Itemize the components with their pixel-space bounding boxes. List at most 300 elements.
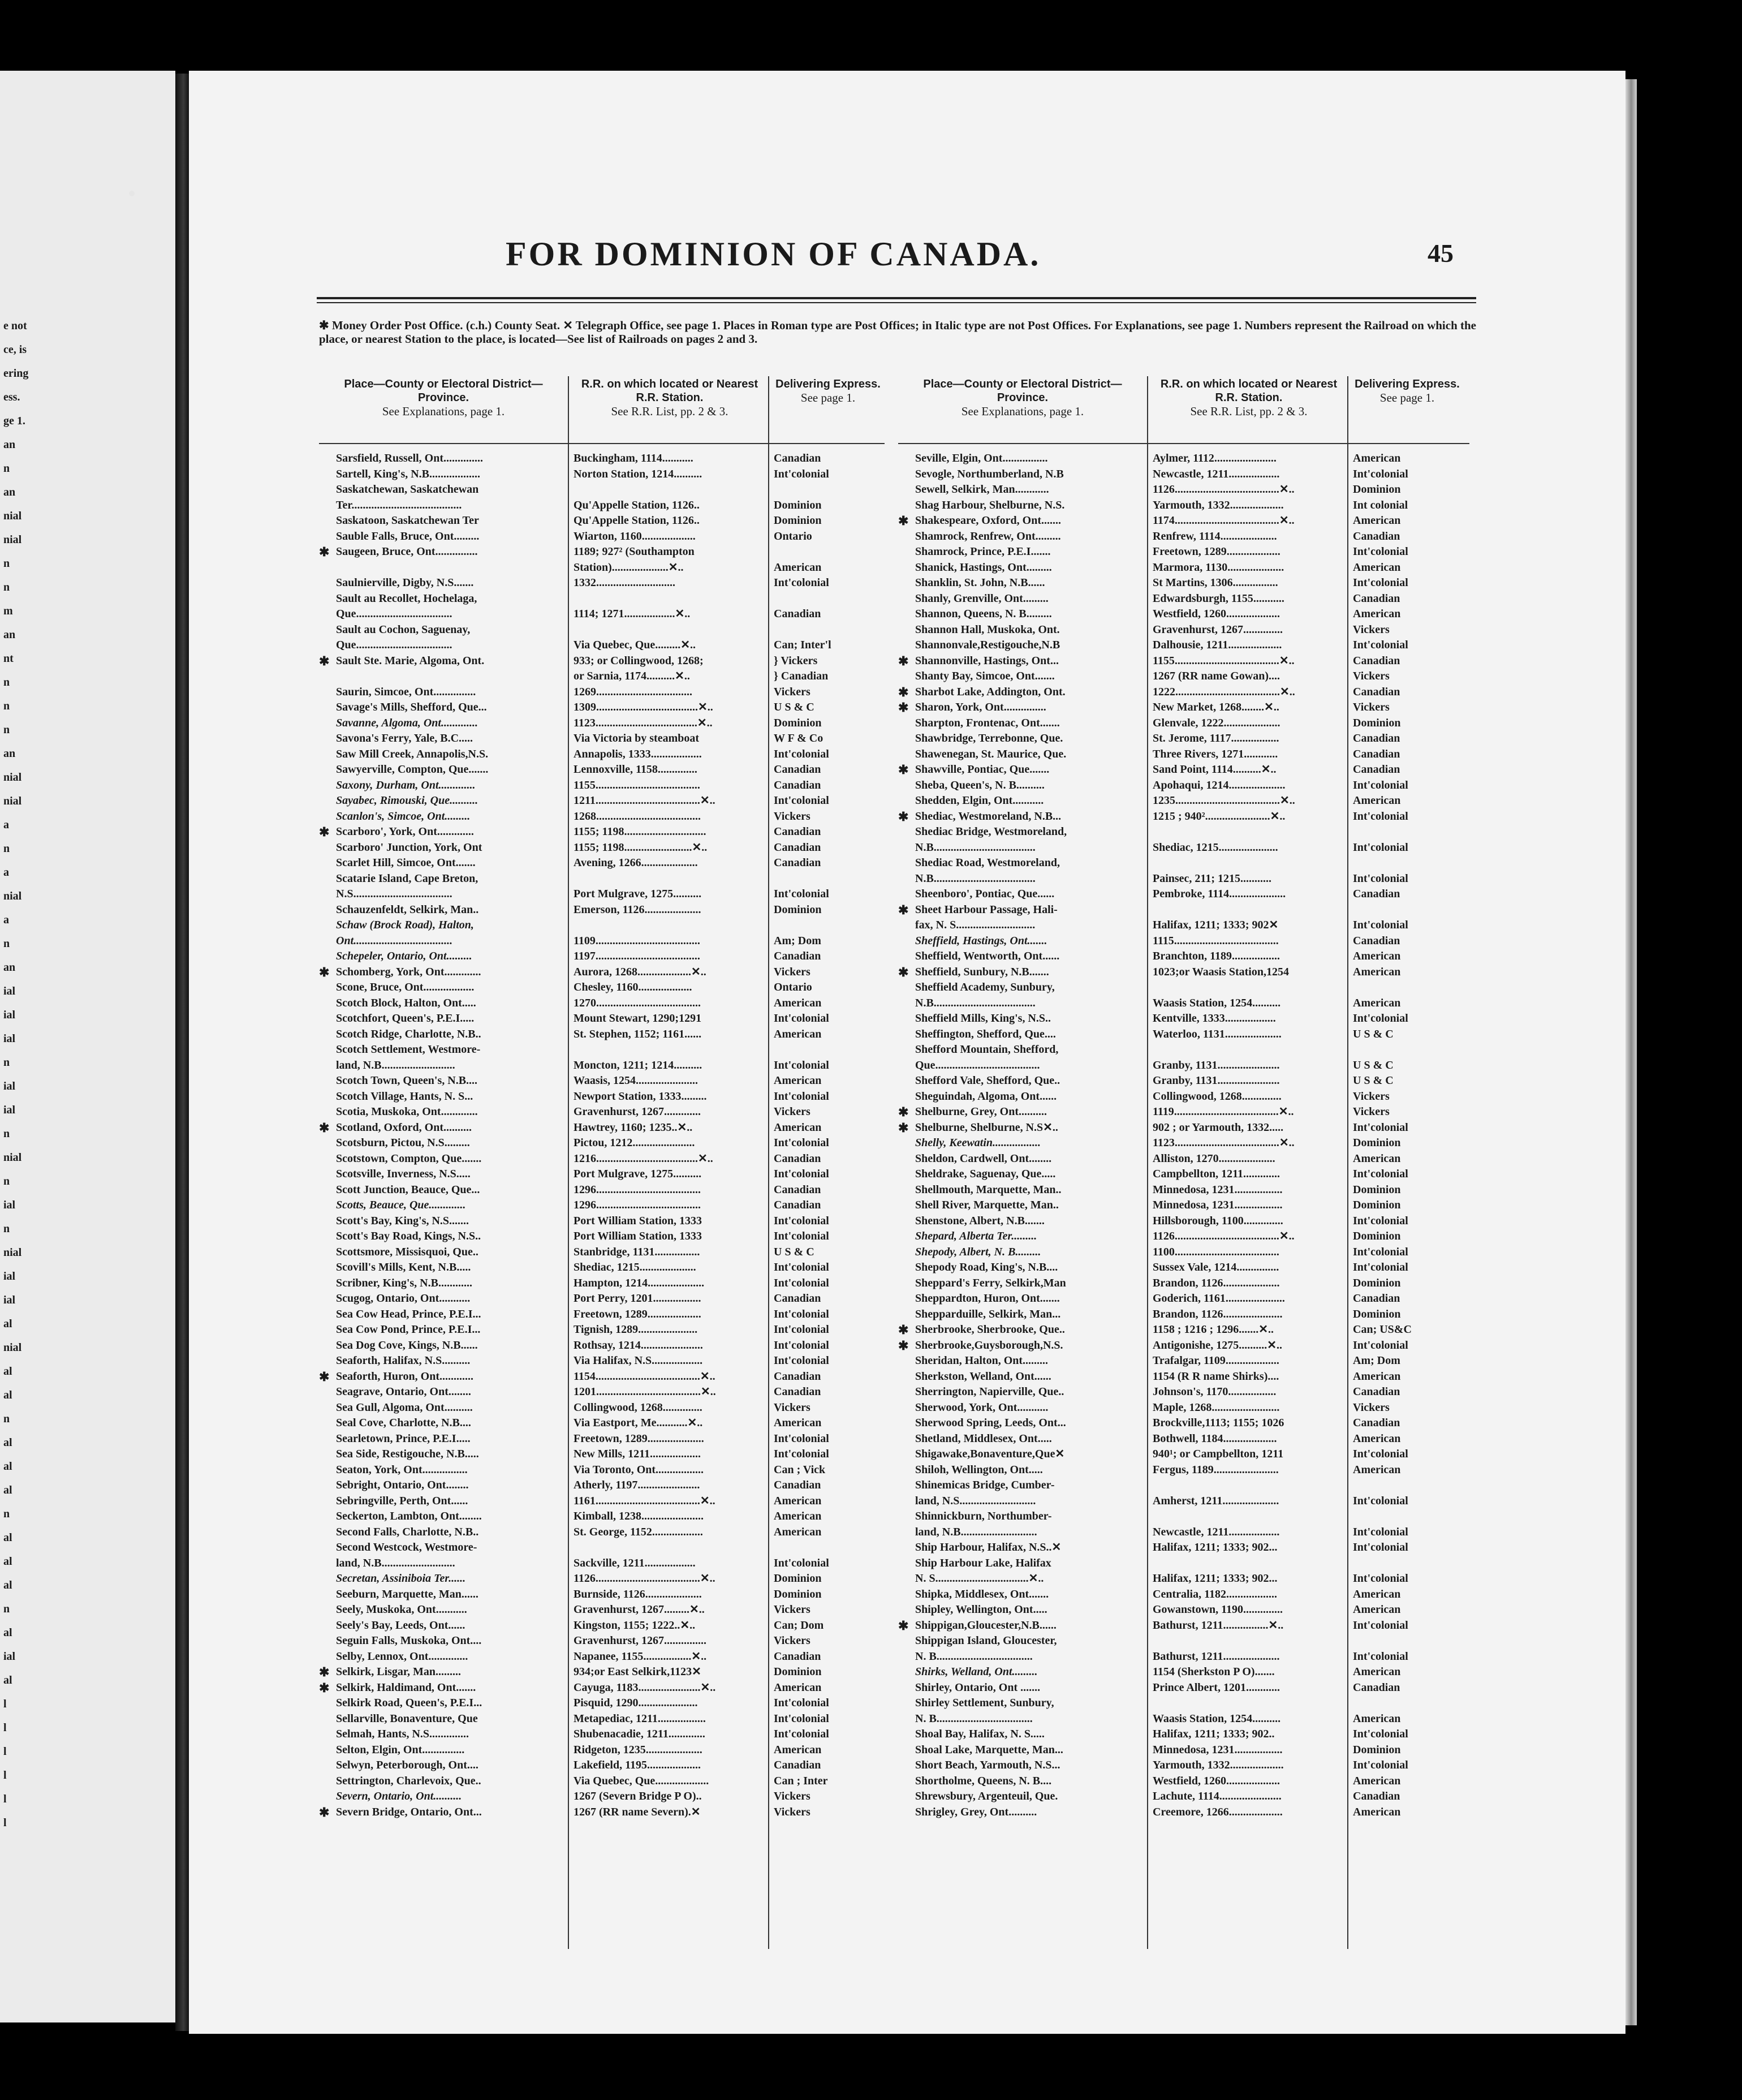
- express-cell: [1347, 824, 1464, 840]
- express-cell: Canadian: [774, 1292, 821, 1305]
- place-cell: Scribner, King's, N.B............: [336, 1276, 472, 1289]
- railroad-cell: Brockville,1113; 1155; 1026: [1153, 1417, 1284, 1429]
- header-rule-thin: [317, 302, 1476, 303]
- page-header: [189, 235, 1625, 286]
- table-row: [319, 1711, 890, 1727]
- express-cell: Vickers: [774, 965, 810, 978]
- railroad-cell: 1155.....................................: [574, 778, 700, 791]
- table-row: [319, 1696, 890, 1711]
- place-cell: Sebringville, Perth, Ont......: [336, 1494, 468, 1507]
- place-cell: Sheffington, Shefford, Que....: [915, 1027, 1056, 1040]
- table-row: [898, 544, 1469, 560]
- place-cell: Shoal Lake, Marquette, Man...: [915, 1743, 1063, 1756]
- fragment-text: al: [3, 1674, 12, 1686]
- express-cell: Int'colonial: [774, 794, 829, 807]
- railroad-cell: 1154.....................................✕..: [574, 1370, 715, 1383]
- place-cell: Searletown, Prince, P.E.I.....: [336, 1432, 471, 1445]
- table-row: [898, 778, 1469, 794]
- place-cell: Selby, Lennox, Ont..............: [336, 1650, 468, 1663]
- place-cell: ✱ Selkirk, Lisgar, Man.........: [319, 1664, 568, 1680]
- express-cell: American: [1353, 561, 1401, 574]
- place-cell: Sea Side, Restigouche, N.B.....: [336, 1448, 479, 1460]
- railroad-cell: Alliston, 1270....................: [1153, 1152, 1275, 1165]
- fragment-text: nial: [3, 1151, 22, 1164]
- railroad-cell: 1189; 927² (Southampton: [574, 545, 695, 558]
- railroad-cell: Sackville, 1211..................: [574, 1556, 696, 1569]
- table-row: [898, 606, 1469, 622]
- table-row: [319, 1727, 890, 1742]
- table-row: [898, 1431, 1469, 1447]
- express-cell: W F & Co: [774, 732, 823, 745]
- fragment-text: al: [3, 1318, 12, 1330]
- fragment-text: an: [3, 438, 16, 451]
- place-cell: Sheridan, Halton, Ont.........: [915, 1354, 1049, 1367]
- place-cell: Sheffield Academy, Sunbury,: [915, 981, 1055, 993]
- table-row: [898, 1664, 1469, 1680]
- railroad-cell: Bothwell, 1184...................: [1153, 1432, 1277, 1445]
- express-cell: Vickers: [1353, 623, 1390, 636]
- express-cell: Dominion: [1353, 716, 1401, 729]
- express-cell: Dominion: [1353, 1199, 1401, 1211]
- railroad-cell: Qu'Appelle Station, 1126..: [574, 514, 700, 527]
- table-row: [898, 902, 1469, 918]
- place-cell: Scott's Bay, King's, N.S.......: [336, 1214, 469, 1227]
- express-cell: Int'colonial: [1353, 1339, 1408, 1352]
- railroad-cell: Granby, 1131......................: [1153, 1074, 1280, 1087]
- table-row: [898, 1104, 1469, 1120]
- place-cell: ✱ Seaforth, Huron, Ont............: [319, 1369, 568, 1385]
- railroad-cell: St Martins, 1306................: [1153, 576, 1278, 589]
- column-header-rr: [1150, 376, 1347, 441]
- express-cell: Can; Dom: [774, 1619, 824, 1632]
- table-row: [319, 716, 890, 731]
- railroad-cell: 1296.....................................: [574, 1183, 701, 1196]
- fragment-text: ial: [3, 1270, 16, 1283]
- place-cell: N.B....................................: [915, 872, 1036, 885]
- table-row: [898, 1089, 1469, 1105]
- place-cell: Ship Harbour, Halifax, N.S..✕: [915, 1541, 1062, 1554]
- railroad-cell: Shediac, 1215.....................: [1153, 841, 1278, 854]
- railroad-cell: Station)....................✕..: [574, 561, 684, 574]
- table-row: [319, 747, 890, 763]
- fragment-text: an: [3, 629, 16, 641]
- express-cell: Dominion: [1353, 1230, 1401, 1242]
- railroad-cell: Mount Stewart, 1290;1291: [574, 1012, 702, 1025]
- table-row: [319, 871, 890, 887]
- fragment-text: an: [3, 747, 16, 760]
- place-cell: Seville, Elgin, Ont................: [915, 452, 1048, 464]
- fragment-text: n: [3, 1413, 10, 1425]
- place-cell: Schaw (Brock Road), Halton,: [336, 919, 474, 931]
- place-cell: ✱ Shelburne, Shelburne, N.S✕..: [898, 1120, 1147, 1136]
- railroad-cell: Edwardsburgh, 1155...........: [1153, 592, 1284, 605]
- express-cell: Int'colonial: [774, 467, 829, 480]
- legend-text: ✱ Money Order Post Office. (c.h.) County Seat. ✕ Telegraph Office, see page 1. Places in Roman type are Post Offices; in Italic type are not Post Offices. For Explanations, see page 1. Numbers represent the Railroad on which the place, or nearest Station to the place, is located—See list of Railroads on pages 2 and 3.: [319, 319, 1476, 346]
- railroad-cell: Pisquid, 1290.....................: [574, 1697, 698, 1709]
- railroad-cell: Freetown, 1289...................: [1153, 545, 1280, 558]
- express-cell: Canadian: [774, 1370, 821, 1383]
- express-cell: [1347, 980, 1464, 996]
- place-cell: Shedden, Elgin, Ont...........: [915, 794, 1044, 807]
- express-cell: Int'colonial: [774, 1058, 829, 1071]
- header-rule-thick: [317, 297, 1476, 299]
- table-row: [319, 1276, 890, 1292]
- railroad-cell: New Market, 1268........✕..: [1153, 701, 1279, 713]
- railroad-cell: Amherst, 1211....................: [1153, 1494, 1279, 1507]
- table-row: [319, 1027, 890, 1043]
- place-cell: ✱ Schomberg, York, Ont.............: [319, 965, 568, 980]
- express-cell: Int'colonial: [774, 1354, 829, 1367]
- table-row: [319, 1447, 890, 1462]
- fragment-text: ial: [3, 1032, 16, 1045]
- railroad-cell: [1147, 1696, 1347, 1711]
- table-row: [898, 575, 1469, 591]
- column-header-place: [898, 376, 1147, 441]
- fragment-text: n: [3, 1603, 10, 1615]
- place-cell: N. B..................................: [915, 1650, 1033, 1663]
- fragment-text: ial: [3, 1650, 16, 1663]
- fragment-text: ge 1.: [3, 415, 25, 427]
- fragment-text: e not: [3, 320, 27, 332]
- table-row: [898, 1415, 1469, 1431]
- railroad-cell: Gravenhurst, 1267..............: [1153, 623, 1283, 636]
- place-cell: Scotsville, Inverness, N.S.....: [336, 1168, 471, 1180]
- railroad-cell: Via Toronto, Ont.................: [574, 1463, 704, 1476]
- table-row: [319, 1135, 890, 1151]
- place-cell: Scotch Town, Queen's, N.B....: [336, 1074, 478, 1087]
- table-row: [319, 1509, 890, 1525]
- express-cell: Canadian: [1353, 1417, 1400, 1429]
- express-cell: Int'colonial: [774, 1556, 829, 1569]
- railroad-cell: 1296.....................................: [574, 1199, 701, 1211]
- railroad-cell: Maple, 1268........................: [1153, 1401, 1280, 1414]
- place-cell: land, N.B..........................: [336, 1058, 455, 1071]
- place-cell: Sault au Cochon, Saguenay,: [336, 623, 471, 636]
- railroad-cell: [568, 622, 768, 638]
- express-cell: Vickers: [774, 1105, 810, 1118]
- railroad-cell: Gravenhurst, 1267.........✕..: [574, 1603, 705, 1616]
- fragment-text: al: [3, 1389, 12, 1401]
- table-row: [319, 731, 890, 747]
- place-cell: Shefford Vale, Shefford, Que..: [915, 1074, 1060, 1087]
- column-header-express: [1351, 376, 1464, 441]
- railroad-cell: [568, 918, 768, 933]
- express-cell: Int'colonial: [774, 1012, 829, 1025]
- express-cell: Am; Dom: [774, 934, 821, 947]
- express-cell: U S & C: [1353, 1058, 1394, 1071]
- table-row: [898, 949, 1469, 965]
- railroad-cell: Hampton, 1214....................: [574, 1276, 705, 1289]
- place-cell: Scanlon's, Simcoe, Ont.........: [336, 810, 471, 823]
- table-row: [319, 544, 890, 560]
- railroad-cell: 1332............................: [574, 576, 675, 589]
- table-row: [319, 1384, 890, 1400]
- railroad-cell: Wiarton, 1160...................: [574, 530, 696, 543]
- place-cell: Shepody Road, King's, N.B....: [915, 1261, 1058, 1273]
- table-row: [898, 747, 1469, 763]
- table-row: [898, 1805, 1469, 1821]
- table-row: [898, 996, 1469, 1012]
- fragment-text: n: [3, 842, 10, 855]
- railroad-cell: Johnson's, 1170.................: [1153, 1385, 1277, 1398]
- express-header-sub: See page 1.: [1379, 391, 1435, 404]
- table-row: [898, 1447, 1469, 1462]
- table-row: [319, 1540, 890, 1556]
- express-cell: Int'colonial: [1353, 919, 1408, 931]
- railroad-cell: Collingwood, 1268..............: [574, 1401, 702, 1414]
- table-row: [898, 1742, 1469, 1758]
- place-cell: Seagrave, Ontario, Ont........: [336, 1385, 471, 1398]
- express-cell: Canadian: [774, 825, 821, 838]
- railroad-cell: Ridgeton, 1235....................: [574, 1743, 702, 1756]
- railroad-cell: [568, 482, 768, 498]
- express-cell: U S & C: [1353, 1027, 1394, 1040]
- railroad-cell: [1147, 980, 1347, 996]
- railroad-cell: 934;or East Selkirk,1123✕: [574, 1666, 701, 1678]
- express-cell: American: [774, 1743, 822, 1756]
- express-cell: American: [774, 1074, 822, 1087]
- railroad-cell: Moncton, 1211; 1214..........: [574, 1058, 702, 1071]
- place-cell: Shepparduille, Selkirk, Man...: [915, 1307, 1061, 1320]
- express-cell: Int'colonial: [1353, 1525, 1408, 1538]
- railroad-cell: Hillsborough, 1100..............: [1153, 1214, 1283, 1227]
- place-cell: Shirley Settlement, Sunbury,: [915, 1697, 1054, 1709]
- table-row: [319, 1182, 890, 1198]
- place-cell: Sea Cow Pond, Prince, P.E.I...: [336, 1323, 481, 1336]
- place-cell: Shell River, Marquette, Man..: [915, 1199, 1059, 1211]
- express-cell: [1347, 1696, 1464, 1711]
- express-cell: [1347, 1478, 1464, 1494]
- place-cell: Que..................................: [336, 608, 452, 620]
- railroad-cell: Avening, 1266....................: [574, 857, 698, 869]
- fragment-text: al: [3, 1365, 12, 1378]
- place-cell: fax, N. S............................: [915, 919, 1036, 931]
- railroad-cell: 933; or Collingwood, 1268;: [574, 654, 704, 667]
- table-row: [898, 1525, 1469, 1540]
- table-row: [898, 933, 1469, 949]
- table-row: [898, 1478, 1469, 1494]
- table-row: [319, 498, 890, 514]
- express-cell: Int'colonial: [774, 1276, 829, 1289]
- express-cell: Int'colonial: [1353, 545, 1408, 558]
- fragment-text: nial: [3, 1341, 22, 1354]
- railroad-cell: St. Stephen, 1152; 1161......: [574, 1027, 702, 1040]
- place-cell: Scarlet Hill, Simcoe, Ont.......: [336, 857, 476, 869]
- place-cell: Scotch Settlement, Westmore-: [336, 1043, 481, 1056]
- railroad-cell: [1147, 1633, 1347, 1649]
- fragment-text: nt: [3, 652, 14, 665]
- table-row: [319, 840, 890, 856]
- fragment-text: nial: [3, 771, 22, 784]
- railroad-cell: Brandon, 1126.....................: [1153, 1307, 1283, 1320]
- left-table-rows: [319, 451, 890, 1820]
- express-cell: Int'colonial: [1353, 841, 1408, 854]
- railroad-cell: [568, 1042, 768, 1058]
- table-row: [319, 1789, 890, 1805]
- fragment-text: al: [3, 1555, 12, 1568]
- place-header-sub: See Explanations, page 1.: [961, 404, 1084, 418]
- table-row: [319, 1462, 890, 1478]
- express-cell: American: [1353, 1603, 1401, 1616]
- railroad-cell: [1147, 1478, 1347, 1494]
- table-row: [319, 996, 890, 1012]
- place-cell: Saskatchewan, Saskatchewan: [336, 483, 479, 496]
- express-cell: American: [1353, 1805, 1401, 1818]
- railroad-cell: [568, 591, 768, 607]
- fragment-text: a: [3, 914, 9, 926]
- table-row: [898, 1338, 1469, 1354]
- place-cell: Sheguindah, Algoma, Ont......: [915, 1090, 1057, 1103]
- place-cell: Shanick, Hastings, Ont.........: [915, 561, 1052, 574]
- place-cell: ✱ Shippigan,Gloucester,N.B......: [898, 1618, 1147, 1634]
- place-cell: Shanklin, St. John, N.B......: [915, 576, 1045, 589]
- place-cell: Sebright, Ontario, Ont........: [336, 1479, 469, 1491]
- table-row: [319, 902, 890, 918]
- table-row: [898, 716, 1469, 731]
- express-cell: Int'colonial: [1353, 1572, 1408, 1585]
- express-cell: American: [774, 1525, 822, 1538]
- fragment-text: a: [3, 866, 9, 879]
- table-row: [898, 1400, 1469, 1416]
- fragment-text: l: [3, 1769, 7, 1781]
- express-cell: Canadian: [1353, 685, 1400, 698]
- place-cell: Shortholme, Queens, N. B....: [915, 1774, 1052, 1787]
- column-header-rr: [571, 376, 768, 441]
- railroad-cell: Minnedosa, 1231.................: [1153, 1183, 1283, 1196]
- table-row: [319, 1431, 890, 1447]
- express-cell: Dominion: [774, 1666, 822, 1678]
- header-divider: [319, 443, 885, 444]
- railroad-cell: 1197.....................................: [574, 950, 700, 962]
- table-row: [319, 933, 890, 949]
- table-row: [319, 591, 890, 607]
- express-cell: U S & C: [774, 701, 814, 713]
- express-cell: Int'colonial: [774, 747, 829, 760]
- place-cell: Sheldon, Cardwell, Ont........: [915, 1152, 1052, 1165]
- table-row: [319, 1120, 890, 1136]
- table-row: [319, 1618, 890, 1634]
- railroad-cell: Goderich, 1161.....................: [1153, 1292, 1285, 1305]
- table-row: [319, 1742, 890, 1758]
- railroad-cell: 1222.....................................✕..: [1153, 685, 1295, 698]
- express-cell: Int'colonial: [1353, 467, 1408, 480]
- express-cell: Vickers: [774, 1603, 810, 1616]
- place-header-label: Place—County or Electoral District—Province.: [923, 378, 1122, 404]
- railroad-cell: 1123.....................................✕..: [1153, 1137, 1295, 1149]
- express-cell: Canadian: [1353, 888, 1400, 900]
- express-cell: Ontario: [774, 981, 812, 993]
- place-cell: [319, 560, 568, 576]
- railroad-cell: Bathurst, 1211....................: [1153, 1650, 1280, 1663]
- express-cell: Canadian: [1353, 1681, 1400, 1694]
- directory-page: [189, 71, 1625, 2034]
- railroad-cell: 1154 (Sherkston P O).......: [1153, 1666, 1275, 1678]
- railroad-cell: 1123....................................✕..: [574, 716, 713, 729]
- railroad-cell: Freetown, 1289...................: [574, 1307, 701, 1320]
- express-cell: [1347, 1556, 1464, 1572]
- table-row: [898, 1727, 1469, 1742]
- fragment-text: n: [3, 1056, 10, 1069]
- place-cell: Sherrington, Napierville, Que..: [915, 1385, 1064, 1398]
- express-cell: [1347, 1042, 1464, 1058]
- table-row: [898, 965, 1469, 980]
- place-cell: Savanne, Algoma, Ont.............: [336, 716, 478, 729]
- fragment-text: ial: [3, 1009, 16, 1021]
- fragment-text: n: [3, 1128, 10, 1140]
- table-row: [319, 1633, 890, 1649]
- railroad-cell: Minnedosa, 1231.................: [1153, 1199, 1283, 1211]
- railroad-cell: Via Quebec, Que...................: [574, 1774, 709, 1787]
- place-cell: Shanty Bay, Simcoe, Ont.......: [915, 670, 1055, 682]
- express-cell: [768, 871, 885, 887]
- table-row: [319, 1571, 890, 1587]
- place-cell: ✱ Scotland, Oxford, Ont..........: [319, 1120, 568, 1136]
- place-cell: ✱ Shawville, Pontiac, Que.......: [898, 762, 1147, 778]
- fragment-text: an: [3, 961, 16, 974]
- fragment-text: an: [3, 486, 16, 498]
- place-cell: Shamrock, Renfrew, Ont.........: [915, 530, 1061, 543]
- place-cell: Shannon Hall, Muskoka, Ont.: [915, 623, 1060, 636]
- place-cell: ✱ Scarboro', York, Ont.............: [319, 824, 568, 840]
- railroad-cell: 1201.....................................✕..: [574, 1385, 716, 1398]
- place-cell: Seal Cove, Charlotte, N.B....: [336, 1417, 471, 1429]
- express-cell: U S & C: [1353, 1074, 1394, 1087]
- table-row: [898, 1680, 1469, 1696]
- express-cell: Int'colonial: [1353, 872, 1408, 885]
- express-cell: Int colonial: [1353, 498, 1408, 511]
- table-row: [319, 949, 890, 965]
- railroad-cell: Branchton, 1189.................: [1153, 950, 1280, 962]
- railroad-cell: Apohaqui, 1214....................: [1153, 778, 1286, 791]
- place-cell: Scott Junction, Beauce, Que...: [336, 1183, 480, 1196]
- railroad-cell: Napanee, 1155.................✕..: [574, 1650, 707, 1663]
- railroad-cell: Shediac, 1215....................: [574, 1261, 696, 1273]
- place-cell: Sheppard's Ferry, Selkirk,Man: [915, 1276, 1066, 1289]
- railroad-cell: Lakefield, 1195...................: [574, 1759, 701, 1771]
- place-cell: ✱ Sault Ste. Marie, Algoma, Ont.: [319, 653, 568, 669]
- place-cell: ✱ Severn Bridge, Ontario, Ont...: [319, 1805, 568, 1821]
- place-cell: Seaton, York, Ont................: [336, 1463, 468, 1476]
- table-row: [898, 638, 1469, 653]
- fragment-text: m: [3, 605, 13, 617]
- express-cell: Canadian: [1353, 763, 1400, 776]
- rr-header-label: R.R. on which located or Nearest R.R. Station.: [581, 378, 758, 404]
- place-cell: N.B....................................: [915, 841, 1036, 854]
- express-cell: Int'colonial: [1353, 1494, 1408, 1507]
- place-cell: Sheppardton, Huron, Ont.......: [915, 1292, 1060, 1305]
- railroad-cell: Aylmer, 1112......................: [1153, 452, 1277, 464]
- table-row: [319, 1758, 890, 1774]
- table-row: [319, 1400, 890, 1416]
- place-cell: ✱ Sherbrooke, Sherbrooke, Que..: [898, 1322, 1147, 1338]
- table-row: [898, 1556, 1469, 1572]
- place-cell: ✱ Sheet Harbour Passage, Hali-: [898, 902, 1147, 918]
- railroad-cell: Three Rivers, 1271............: [1153, 747, 1278, 760]
- place-cell: Scotsburn, Pictou, N.S.........: [336, 1137, 470, 1149]
- railroad-cell: Pembroke, 1114....................: [1153, 888, 1286, 900]
- fragment-text: n: [3, 676, 10, 688]
- express-cell: American: [774, 1121, 822, 1134]
- fragment-text: n: [3, 462, 10, 475]
- right-column: [898, 376, 1469, 1949]
- railroad-cell: 1174.....................................✕..: [1153, 514, 1295, 527]
- table-row: [898, 1633, 1469, 1649]
- express-cell: } Canadian: [774, 670, 829, 682]
- page-title: FOR DOMINION OF CANADA.: [506, 235, 1041, 273]
- place-cell: N.S...................................: [336, 888, 452, 900]
- express-cell: [768, 918, 885, 933]
- express-cell: [1347, 855, 1464, 871]
